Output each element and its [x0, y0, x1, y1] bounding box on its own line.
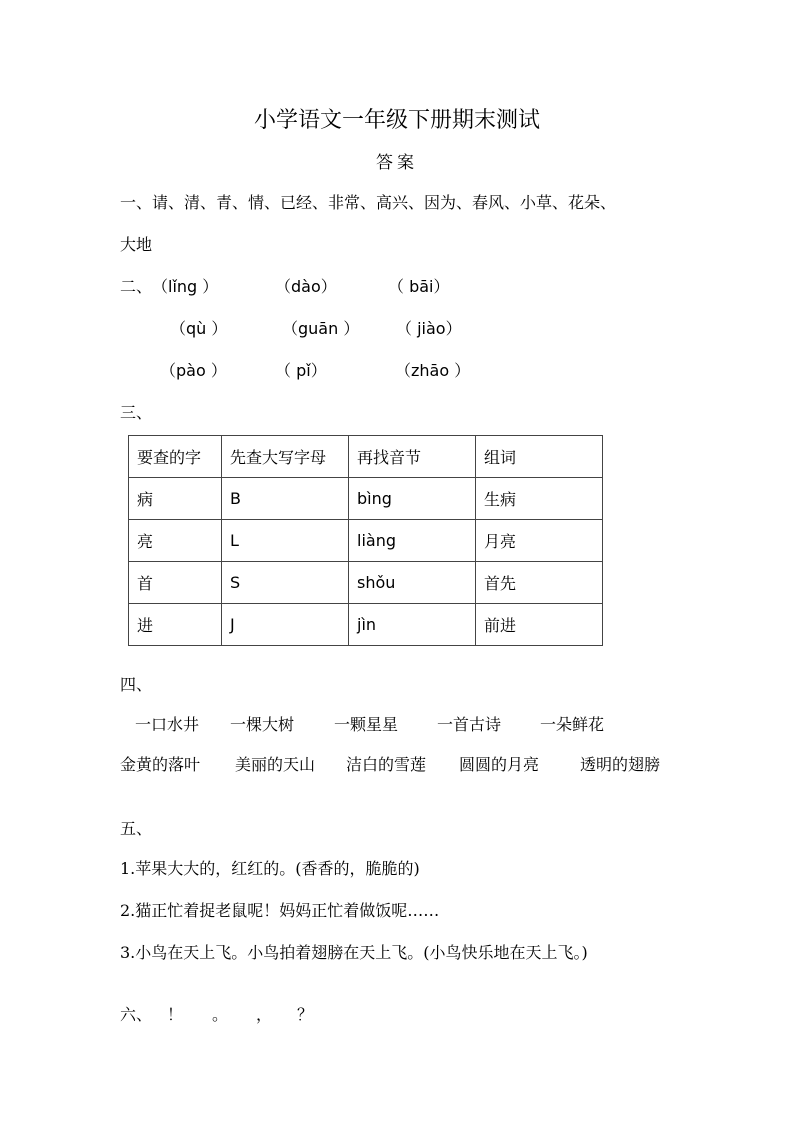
- punctuation-mark: 。: [212, 1005, 229, 1024]
- pinyin-answer: （ bāi）: [388, 277, 450, 296]
- pinyin-answer: （pào ）: [160, 361, 227, 380]
- phrase: 一棵大树: [230, 715, 295, 734]
- pinyin-answer: （ jiào）: [396, 319, 462, 338]
- answer-sentence: 1.苹果大大的，红红的。(香香的，脆脆的): [120, 859, 420, 878]
- pinyin-answer: （qù ）: [170, 319, 228, 338]
- table-header-row: [129, 436, 603, 478]
- section6-label: 六、: [120, 1005, 153, 1024]
- table-cell: 月亮: [476, 520, 603, 562]
- pinyin-answer: （zhāo ）: [395, 361, 471, 380]
- table-row: [129, 520, 603, 562]
- table-cell: 亮: [129, 520, 222, 562]
- section4-label: 四、: [120, 675, 153, 694]
- phrase: 一颗星星: [334, 715, 399, 734]
- answer-sentence: 3.小鸟在天上飞。小鸟拍着翅膀在天上飞。(小鸟快乐地在天上飞。): [120, 943, 588, 962]
- phrase: 一口水井: [135, 715, 200, 734]
- table-header: 要查的字: [129, 436, 222, 478]
- pinyin-answer: （lǐng ）: [152, 277, 219, 296]
- table-cell: 病: [129, 478, 222, 520]
- table-cell: J: [222, 604, 349, 646]
- table-cell: 进: [129, 604, 222, 646]
- table-cell: L: [222, 520, 349, 562]
- section1-line2: 大地: [120, 235, 153, 254]
- table-cell: liàng: [349, 520, 476, 562]
- table-cell: S: [222, 562, 349, 604]
- page-subtitle: 答案: [376, 153, 418, 173]
- table-cell: jìn: [349, 604, 476, 646]
- table-cell: bìng: [349, 478, 476, 520]
- phrase: 一首古诗: [437, 715, 502, 734]
- phrase: 洁白的雪莲: [346, 755, 427, 774]
- table-header: 先查大写字母: [222, 436, 349, 478]
- phrase: 一朵鲜花: [540, 715, 605, 734]
- section1-line1: 一、请、清、青、情、已经、非常、高兴、因为、春风、小草、花朵、: [120, 193, 617, 212]
- pinyin-answer: （guān ）: [282, 319, 360, 338]
- table-row: [129, 604, 603, 646]
- page-title: 小学语文一年级下册期末测试: [253, 108, 540, 133]
- table-cell: 首: [129, 562, 222, 604]
- phrase: 透明的翅膀: [580, 755, 661, 774]
- table-row: [129, 562, 603, 604]
- table-header: 再找音节: [349, 436, 476, 478]
- table-cell: 前进: [476, 604, 603, 646]
- table-header: 组词: [476, 436, 603, 478]
- table-cell: shǒu: [349, 562, 476, 604]
- section5-label: 五、: [120, 819, 153, 838]
- phrase: 圆圆的月亮: [459, 755, 540, 774]
- table-row: [129, 478, 603, 520]
- pinyin-answer: （dào）: [275, 277, 337, 296]
- pinyin-answer: （ pǐ）: [275, 361, 327, 380]
- table-cell: B: [222, 478, 349, 520]
- table-cell: 生病: [476, 478, 603, 520]
- phrase: 美丽的天山: [235, 755, 316, 774]
- punctuation-mark: ！: [167, 1005, 184, 1024]
- phrase: 金黄的落叶: [120, 755, 201, 774]
- dictionary-table: [128, 435, 603, 646]
- answer-sentence: 2.猫正忙着捉老鼠呢！妈妈正忙着做饭呢……: [120, 901, 440, 920]
- section2-label: 二、: [120, 277, 153, 296]
- section3-label: 三、: [120, 403, 153, 422]
- punctuation-mark: ？: [297, 1005, 314, 1024]
- table-cell: 首先: [476, 562, 603, 604]
- punctuation-mark: ，: [256, 1005, 273, 1024]
